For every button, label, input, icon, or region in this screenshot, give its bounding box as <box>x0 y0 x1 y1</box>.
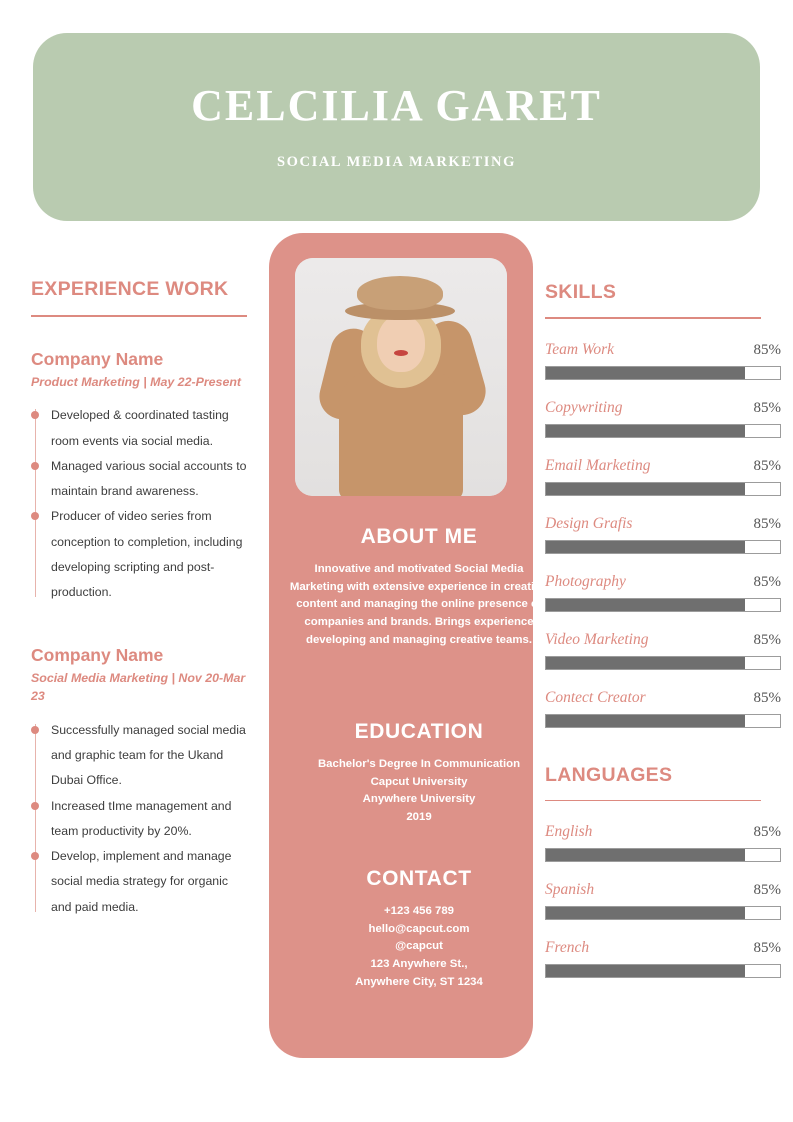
language-label: English <box>545 823 593 840</box>
language-percent: 85% <box>753 882 781 898</box>
skill-bar-track <box>545 482 781 496</box>
skill-percent: 85% <box>753 399 781 416</box>
list-item: Developed & coordinated tasting room events via social media. <box>31 403 249 453</box>
skill-label: Team Work <box>545 340 615 358</box>
about-text: Innovative and motivated Social Media Marketing with extensive experience in creating content and managing the online presence of companies and brands. Brings experience developing and managing creative teams. <box>289 563 549 646</box>
language-bar-fill <box>546 907 745 919</box>
job-bullet-list <box>31 403 249 605</box>
skill-percent: 85% <box>753 341 781 358</box>
photo-face <box>377 314 425 372</box>
skill-label: Video Marketing <box>545 630 649 648</box>
education-line: 2019 <box>406 811 432 824</box>
list-item: Develop, implement and manage social media strategy for organic and paid media. <box>31 844 249 920</box>
skill-bar-fill <box>546 657 745 669</box>
photo-lips <box>394 350 408 356</box>
experience-divider <box>31 315 247 317</box>
page-title: CELCILIA GARET <box>191 80 602 130</box>
language-bar-fill <box>546 849 745 861</box>
skill-bar-fill <box>546 367 745 379</box>
skill-bar-fill <box>546 425 745 437</box>
languages-section <box>545 764 781 979</box>
company-name: Company Name <box>31 348 164 369</box>
language-percent: 85% <box>753 940 781 956</box>
skill-bar-track <box>545 656 781 670</box>
experience-section-title: EXPERIENCE WORK <box>31 278 229 300</box>
skill-bar-fill <box>546 483 745 495</box>
skill-percent: 85% <box>753 573 781 590</box>
skill-label: Copywriting <box>545 398 623 416</box>
skill-label: Design Grafis <box>545 514 633 532</box>
education-section <box>269 720 569 827</box>
education-line: Anywhere University <box>362 793 476 806</box>
education-line: Bachelor's Degree In Communication <box>317 758 521 770</box>
skill-label: Photography <box>545 572 626 590</box>
skill-percent: 85% <box>753 457 781 474</box>
language-bar-track <box>545 906 781 920</box>
skill-bar-fill <box>546 599 745 611</box>
skill-label: Contect Creator <box>545 688 646 706</box>
about-title: ABOUT ME <box>360 525 478 548</box>
language-item <box>545 939 781 978</box>
experience-item <box>31 349 249 606</box>
skill-item <box>545 457 781 496</box>
experience-column <box>31 278 249 920</box>
skill-percent: 85% <box>753 515 781 532</box>
skill-item <box>545 399 781 438</box>
contact-email: hello@capcut.com <box>368 922 470 935</box>
language-percent: 85% <box>753 824 781 840</box>
company-name: Company Name <box>31 645 164 666</box>
skill-bar-track <box>545 598 781 612</box>
photo-body <box>339 370 463 496</box>
about-section <box>269 525 569 649</box>
header-subtitle: SOCIAL MEDIA MARKETING <box>276 153 517 170</box>
skill-item <box>545 573 781 612</box>
skill-item <box>545 631 781 670</box>
language-bar-fill <box>546 965 745 977</box>
avatar <box>295 258 507 496</box>
list-item: Managed various social accounts to maintain brand awareness. <box>31 454 249 504</box>
language-item <box>545 823 781 862</box>
languages-section-title: LANGUAGES <box>545 763 673 786</box>
education-line: Capcut University <box>370 775 468 788</box>
language-bar-track <box>545 964 781 978</box>
job-meta: Product Marketing | May 22-Present <box>31 374 242 389</box>
skill-percent: 85% <box>753 689 781 706</box>
skills-column <box>545 281 781 997</box>
language-bar-track <box>545 848 781 862</box>
skills-section-title: SKILLS <box>545 281 617 303</box>
skill-bar-track <box>545 366 781 380</box>
header-banner <box>33 33 760 221</box>
language-label: French <box>545 939 590 956</box>
list-item: Increased tIme management and team productivity by 20%. <box>31 794 249 844</box>
job-bullet-list <box>31 718 249 920</box>
skill-item <box>545 515 781 554</box>
skill-bar-track <box>545 540 781 554</box>
skill-bar-fill <box>546 541 745 553</box>
language-label: Spanish <box>545 881 595 898</box>
job-meta: Social Media Marketing | Nov 20-Mar 23 <box>31 671 246 704</box>
skill-label: Email Marketing <box>545 456 651 474</box>
contact-handle: @capcut <box>395 940 443 953</box>
skill-item <box>545 689 781 728</box>
languages-divider <box>545 800 761 802</box>
skill-bar-track <box>545 424 781 438</box>
list-item: Producer of video series from conception to completion, including developing scripting and post-production. <box>31 504 249 605</box>
contact-phone: +123 456 789 <box>384 905 454 917</box>
photo-hat <box>357 276 443 310</box>
skill-percent: 85% <box>753 631 781 648</box>
skills-divider <box>545 317 761 319</box>
profile-panel <box>269 233 549 1058</box>
skill-item <box>545 341 781 380</box>
contact-section <box>269 867 569 991</box>
contact-address-line-2: Anywhere City, ST 1234 <box>355 975 483 988</box>
list-item: Successfully managed social media and graphic team for the Ukand Dubai Office. <box>31 718 249 794</box>
experience-item <box>31 645 249 920</box>
skill-bar-track <box>545 714 781 728</box>
education-title: EDUCATION <box>354 720 484 743</box>
skill-bar-fill <box>546 715 745 727</box>
contact-title: CONTACT <box>366 867 472 890</box>
language-item <box>545 881 781 920</box>
contact-address-line-1: 123 Anywhere St., <box>370 958 468 971</box>
